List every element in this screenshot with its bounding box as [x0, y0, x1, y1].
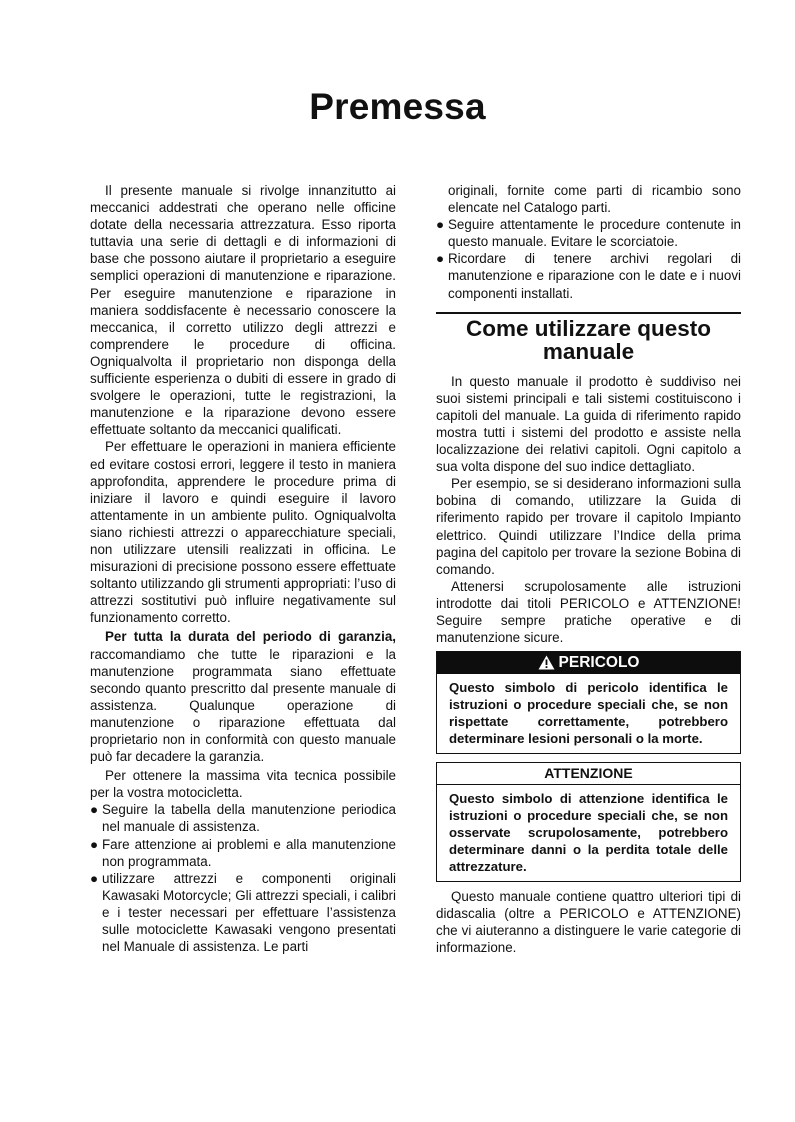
- left-column: [90, 182, 396, 955]
- bullet-icon: ●: [436, 217, 445, 233]
- bullet-icon: ●: [436, 251, 445, 267]
- list-item: ● Seguire attentamente le procedure contenute in questo manuale. Evitare le scorciatoie.: [436, 217, 741, 250]
- right-column: [436, 182, 741, 957]
- warranty-text: raccomandiamo che tutte le riparazioni e la manutenzione programmata siano effettuate secondo quanto prescritto dal presente manuale di assistenza. Qualunque operazione di manutenzione o riparazione effettuata dal proprietario non in conformità con questo manuale può far decadere la garanzia.: [90, 646, 396, 765]
- warranty-bold-text: Per tutta la durata del periodo di garanzia,: [105, 629, 396, 645]
- warranty-paragraph: [90, 628, 396, 765]
- warning-label: PERICOLO: [558, 654, 640, 672]
- lifespan-paragraph: Per ottenere la massima vita tecnica possibile per la vostra motocicletta.: [90, 768, 396, 801]
- intro-paragraph: Il presente manuale si rivolge innanzitutto ai meccanici addestrati che operano nelle officine dotate della necessaria attrezzatura. Esso riporta tuttavia una serie di dettagli e di informazioni di base che possono aiutare il proprietario a eseguire semplici operazioni di manutenzione e riparazione. Per eseguire manutenzione e riparazione in maniera soddisfacente è necessario conoscere la meccanica, il corretto utilizzo degli attrezzi e comprendere le procedure di officina. Ogniqualvolta il proprietario non disponga della sufficiente esperienza o dubiti di essere in grado di svolgere le operazioni, tutte le registrazioni, la manutenzione e la riparazione devono essere effettuate soltanto da meccanici qualificati.: [90, 183, 396, 438]
- page-title: Premessa: [309, 86, 486, 127]
- caution-text: Questo simbolo di attenzione identifica le istruzioni o procedure speciali che, se non osservate scrupolosamente, potrebbero determinare danni o la perdita totale delle attrezzature.: [449, 791, 728, 875]
- bullet-icon: ●: [90, 802, 99, 818]
- bullet-icon: ●: [90, 870, 99, 886]
- list-item: ● Seguire la tabella della manutenzione periodica nel manuale di assistenza.: [90, 802, 396, 835]
- list-item: ● Fare attenzione ai problemi e alla manutenzione non programmata.: [90, 836, 396, 869]
- structure-paragraph: In questo manuale il prodotto è suddiviso nei suoi sistemi principali e tali sistemi costituiscono i capitoli del manuale. La guida di riferimento rapido mostra tutti i sistemi del prodotto e assiste nella localizzazione dei relativi capitoli. Ogni capitolo a sua volta dispone del suo indice dettagliato.: [436, 373, 741, 475]
- section-heading: Come utilizzare questo manuale: [436, 312, 741, 363]
- bullet-continuation: originali, fornite come parti di ricambio sono elencate nel Catalogo parti.: [448, 183, 741, 216]
- warning-box: [436, 651, 741, 754]
- caution-box: [436, 762, 741, 882]
- left-bullet-list: [90, 801, 396, 955]
- safety-paragraph: Attenersi scrupolosamente alle istruzioni introdotte dai titoli PERICOLO e ATTENZIONE! Seguire sempre pratiche operative e di manutenzione sicure.: [436, 578, 741, 646]
- example-paragraph: Per esempio, se si desiderano informazioni sulla bobina di comando, utilizzare la Guida di riferimento rapido per trovare il capitolo Impianto elettrico. Quindi utilizzare l’Indice della prima pagina del capitolo per trovare la sezione Bobina di comando.: [436, 476, 741, 577]
- right-bullet-list: [436, 216, 741, 301]
- list-item: ● utilizzare attrezzi e componenti originali Kawasaki Motorcycle; Gli attrezzi speciali, i calibri e i tester necessari per effettuare l’assistenza sulle motociclette Kawasaki vengono presentati nel Manuale di assistenza. Le parti: [90, 870, 396, 955]
- warning-text: Questo simbolo di pericolo identifica le istruzioni o procedure speciali che, se non rispettate correttamente, potrebbero determinare lesioni personali o la morte.: [449, 680, 728, 747]
- warning-header: [437, 652, 740, 674]
- list-item: ● Ricordare di tenere archivi regolari di manutenzione e riparazione con le date e i nuovi componenti installati.: [436, 251, 741, 301]
- procedure-paragraph: Per effettuare le operazioni in maniera efficiente ed evitare costosi errori, leggere il testo in maniera approfondita, apprendere le procedure prima di iniziare il lavoro e quindi eseguire il lavoro attentamente in un ambiente pulito. Ogniqualvolta siano richiesti attrezzi o apparecchiature speciali, non utilizzare utensili realizzati in officina. Le misurazioni di precisione possono essere effettuate soltanto utilizzando gli strumenti appropriati: l’uso di attrezzi sostitutivi può influire negativamente sul funzionamento corretto.: [90, 439, 396, 626]
- bullet-icon: ●: [90, 836, 99, 852]
- callout-types-paragraph: Questo manuale contiene quattro ulteriori tipi di didascalia (oltre a PERICOLO e ATTENZIONE) che vi aiuteranno a distinguere le varie categorie di informazione.: [436, 889, 741, 956]
- warning-triangle-icon: [538, 655, 555, 677]
- caution-header: ATTENZIONE: [437, 763, 740, 785]
